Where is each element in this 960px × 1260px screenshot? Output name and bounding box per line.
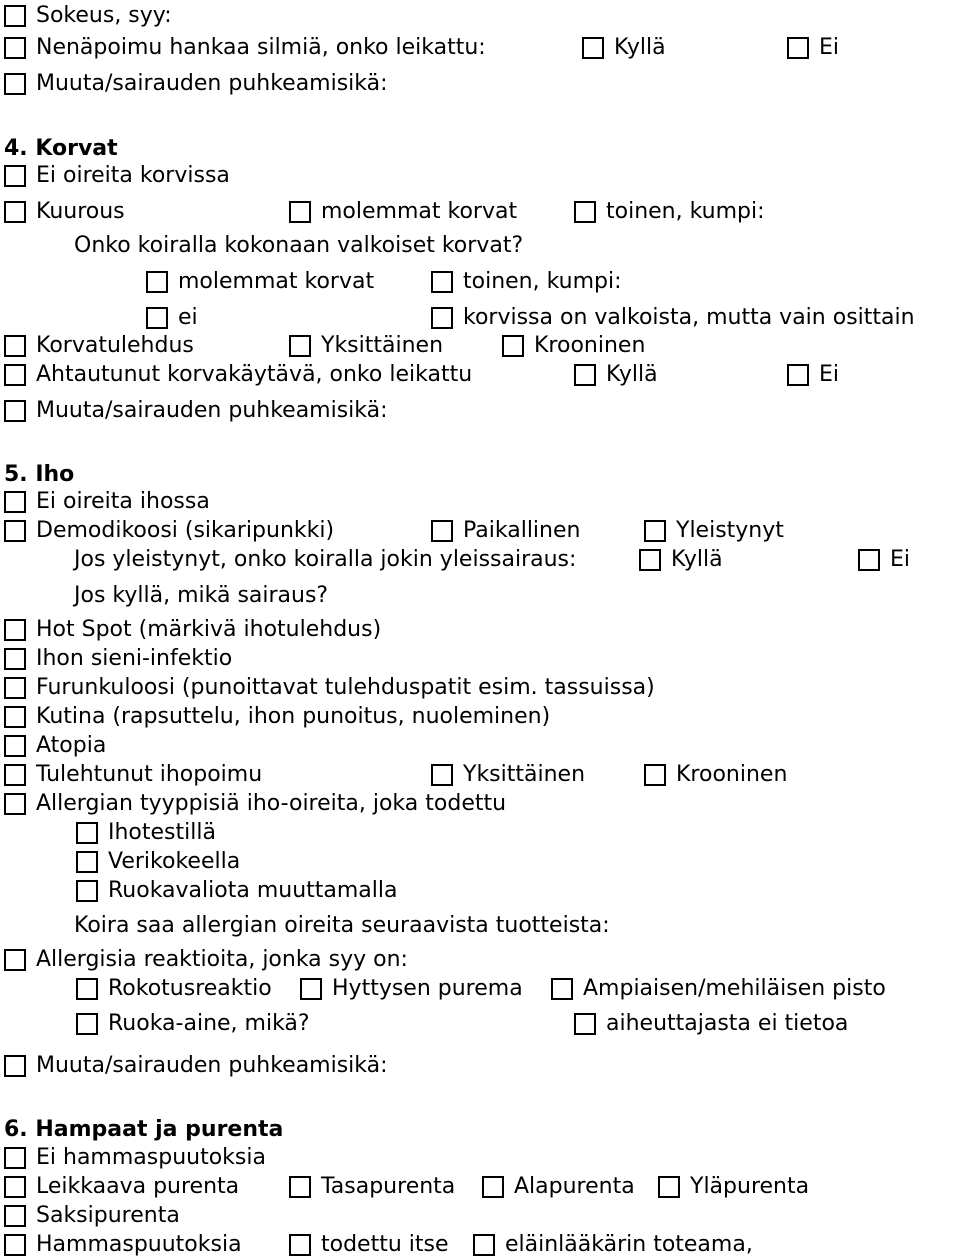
option-other-onset [4,70,388,98]
checkbox[interactable] [289,1176,311,1198]
option-self-observed [289,1231,449,1259]
option-hot-spot [4,616,381,644]
checkbox[interactable] [289,201,311,223]
option-blood-test [76,848,240,876]
checkbox[interactable] [4,1205,26,1227]
checkbox[interactable] [4,520,26,542]
option-itching [4,703,550,731]
option-label: Saksipurenta [36,1203,180,1228]
option-label: Atopia [36,733,107,758]
option-label: Krooninen [534,333,646,358]
checkbox[interactable] [4,1234,26,1256]
option-label: molemmat korvat [178,269,375,294]
option-label: Ruokavaliota muuttamalla [108,878,398,903]
option-label: Muuta/sairauden puhkeamisikä: [36,71,388,96]
checkbox[interactable] [574,1013,596,1035]
option-atopy [4,732,106,760]
checkbox[interactable] [644,764,666,786]
option-generalized [644,517,784,545]
question-systemic-disease [74,546,576,574]
option-no [787,34,839,62]
option-both-ears [289,198,517,226]
option-label: Korvatulehdus [36,333,194,358]
checkbox[interactable] [4,735,26,757]
checkbox[interactable] [76,978,98,1000]
option-diet-change [76,877,398,905]
option-label: Verikokeella [108,849,241,874]
option-label: Ei oireita korvissa [36,163,230,188]
option-food-item [76,1010,310,1038]
option-not-white [146,304,198,332]
checkbox[interactable] [4,793,26,815]
checkbox[interactable] [4,73,26,95]
option-no [858,546,910,574]
checkbox[interactable] [4,1055,26,1077]
option-label: Ei [890,547,911,572]
checkbox[interactable] [289,1234,311,1256]
checkbox[interactable] [4,5,26,27]
option-label: Yleistynyt [676,518,784,543]
option-label: Muuta/sairauden puhkeamisikä: [36,1053,388,1078]
checkbox[interactable] [4,706,26,728]
section-heading: 6. Hampaat ja purenta [4,1116,284,1142]
checkbox[interactable] [658,1176,680,1198]
option-level-bite [289,1173,455,1201]
option-label: Krooninen [676,762,788,787]
checkbox[interactable] [639,549,661,571]
checkbox[interactable] [4,648,26,670]
option-label: toinen, kumpi: [606,199,765,224]
option-label: Sokeus, syy: [36,3,172,28]
question-label: Jos yleistynyt, onko koiralla jokin yleissairaus: [74,547,577,572]
checkbox[interactable] [4,201,26,223]
option-label: Ampiaisen/mehiläisen pisto [583,976,886,1001]
option-narrowed-canal [4,361,472,389]
option-label: Allergisia reaktioita, jonka syy on: [36,947,408,972]
checkbox[interactable] [76,822,98,844]
checkbox[interactable] [582,37,604,59]
option-label: Tulehtunut ihopoimu [36,762,263,787]
checkbox[interactable] [4,37,26,59]
checkbox[interactable] [431,764,453,786]
option-fungal-infection [4,645,232,673]
option-label: molemmat korvat [321,199,518,224]
option-label: Kyllä [671,547,723,572]
option-vaccine-reaction [76,975,272,1003]
checkbox[interactable] [146,307,168,329]
option-label: Kutina (rapsuttelu, ihon punoitus, nuoleminen) [36,704,551,729]
option-blindness [4,2,172,30]
checkbox[interactable] [431,307,453,329]
checkbox[interactable] [76,880,98,902]
question-allergy-products [74,912,610,940]
option-label: korvissa on valkoista, mutta vain osittain [463,305,915,330]
question-which-disease [74,582,328,610]
option-yes [574,361,658,389]
checkbox[interactable] [4,491,26,513]
option-label: aiheuttajasta ei tietoa [606,1011,849,1036]
checkbox[interactable] [502,335,524,357]
checkbox[interactable] [787,37,809,59]
option-deafness [4,198,125,226]
checkbox[interactable] [4,364,26,386]
checkbox[interactable] [473,1234,495,1256]
checkbox[interactable] [431,520,453,542]
option-label: Ei hammaspuutoksia [36,1145,266,1170]
option-localized [431,517,580,545]
option-allergy-symptoms [4,790,506,818]
option-overbite [658,1173,809,1201]
checkbox[interactable] [146,271,168,293]
option-label: Yksittäinen [321,333,444,358]
option-label: ei [178,305,198,330]
option-partly-white [431,304,915,332]
option-label: Rokotusreaktio [108,976,272,1001]
option-label: Ihon sieni-infektio [36,646,233,671]
option-one-ear-white [431,268,622,296]
checkbox[interactable] [574,364,596,386]
checkbox[interactable] [858,549,880,571]
checkbox[interactable] [4,1176,26,1198]
option-label: Hammaspuutoksia [36,1232,242,1257]
option-yes [582,34,666,62]
section-heading: 4. Korvat [4,135,118,161]
checkbox[interactable] [787,364,809,386]
option-label: Ihotestillä [108,820,216,845]
checkbox[interactable] [431,271,453,293]
option-no-ear-symptoms [4,162,230,190]
option-furunculosis [4,674,655,702]
option-single [431,761,585,789]
option-mosquito-bite [300,975,523,1003]
option-label: Ei [819,35,840,60]
option-both-ears-white [146,268,374,296]
option-one-ear [574,198,765,226]
option-missing-teeth [4,1231,242,1259]
option-chronic [502,332,645,360]
option-label: Hyttysen purema [332,976,523,1001]
option-label: Allergian tyyppisiä iho-oireita, joka todettu [36,791,507,816]
option-label: Ei oireita ihossa [36,489,210,514]
option-label: toinen, kumpi: [463,269,622,294]
question-label: Jos kyllä, mikä sairaus? [74,583,329,608]
option-label: Paikallinen [463,518,581,543]
checkbox[interactable] [4,619,26,641]
checkbox[interactable] [574,201,596,223]
question-white-ears [74,232,523,260]
option-cause-unknown [574,1010,848,1038]
checkbox[interactable] [551,978,573,1000]
option-nose-fold [4,34,486,62]
option-demodicosis [4,517,334,545]
checkbox[interactable] [4,764,26,786]
option-label: Nenäpoimu hankaa silmiä, onko leikattu: [36,35,486,60]
option-no [787,361,839,389]
checkbox[interactable] [4,165,26,187]
option-label: Ahtautunut korvakäytävä, onko leikattu [36,362,473,387]
option-scissor-bite [4,1173,239,1201]
option-label: eläinlääkärin toteama, [505,1232,753,1257]
option-yes [639,546,723,574]
option-no-skin-symptoms [4,488,210,516]
option-label: Leikkaava purenta [36,1174,240,1199]
option-label: Alapurenta [514,1174,635,1199]
option-label: Tasapurenta [321,1174,456,1199]
option-label: Muuta/sairauden puhkeamisikä: [36,398,388,423]
option-skin-test [76,819,216,847]
option-label: Demodikoosi (sikaripunkki) [36,518,335,543]
option-label: Kuurous [36,199,125,224]
option-other-onset [4,1052,388,1080]
checkbox[interactable] [289,335,311,357]
option-vet-confirmed [473,1231,753,1259]
option-label: Yläpurenta [690,1174,810,1199]
option-label: Kyllä [606,362,658,387]
option-label: Kyllä [614,35,666,60]
option-label: Ei [819,362,840,387]
checkbox[interactable] [4,949,26,971]
option-chronic [644,761,787,789]
section-heading: 5. Iho [4,461,75,487]
checkbox[interactable] [4,335,26,357]
option-underbite [482,1173,635,1201]
option-crossbite [4,1202,180,1230]
checkbox[interactable] [76,1013,98,1035]
option-label: Hot Spot (märkivä ihotulehdus) [36,617,382,642]
checkbox[interactable] [4,1147,26,1169]
checkbox[interactable] [76,851,98,873]
question-label: Koira saa allergian oireita seuraavista tuotteista: [74,913,610,938]
option-allergic-reactions [4,946,408,974]
option-label: Yksittäinen [463,762,586,787]
checkbox[interactable] [4,677,26,699]
option-skin-fold-infection [4,761,262,789]
checkbox[interactable] [4,400,26,422]
checkbox[interactable] [300,978,322,1000]
option-label: todettu itse [321,1232,449,1257]
option-no-missing-teeth [4,1144,266,1172]
option-otitis [4,332,194,360]
question-label: Onko koiralla kokonaan valkoiset korvat? [74,233,524,258]
option-single [289,332,443,360]
option-label: Furunkuloosi (punoittavat tulehduspatit esim. tassuissa) [36,675,655,700]
option-label: Ruoka-aine, mikä? [108,1011,310,1036]
option-wasp-bee-sting [551,975,886,1003]
checkbox[interactable] [644,520,666,542]
option-other-onset [4,397,388,425]
checkbox[interactable] [482,1176,504,1198]
